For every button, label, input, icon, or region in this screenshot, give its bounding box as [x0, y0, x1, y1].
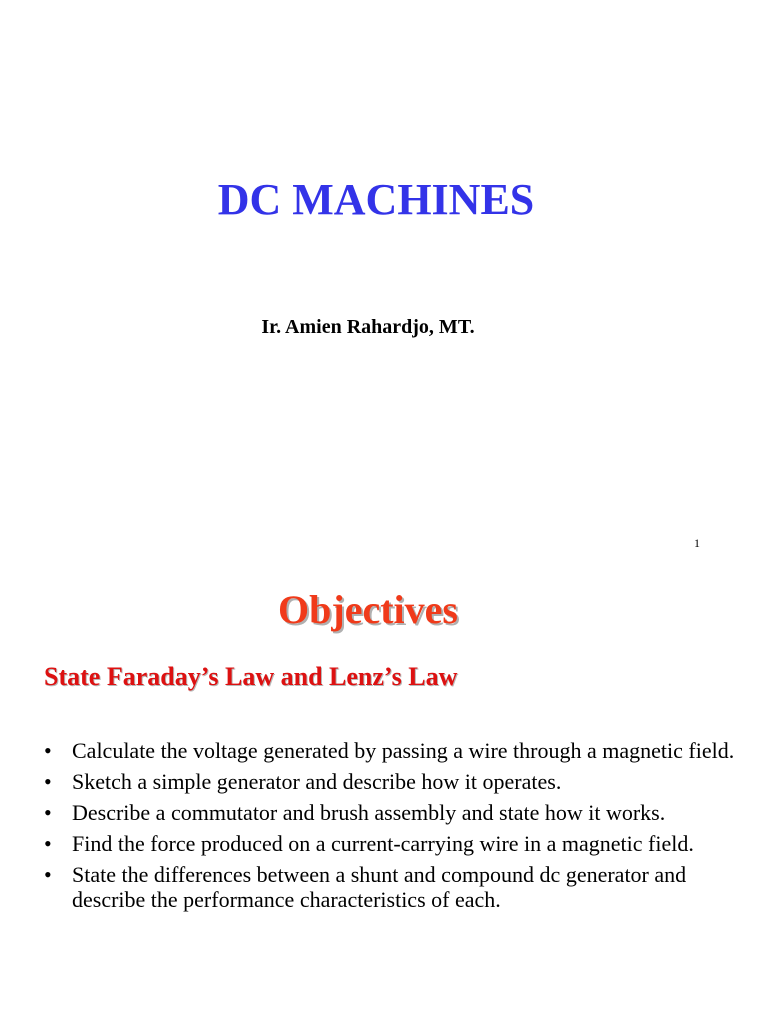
page-number: 1 [694, 536, 700, 550]
objectives-title: Objectives [278, 587, 458, 632]
list-item-text: State the differences between a shunt and compound dc generator and describe the performance characteristics of each. [72, 862, 687, 912]
list-item [44, 800, 744, 825]
bullet-icon: • [44, 800, 52, 825]
bullet-icon: • [44, 862, 52, 887]
objectives-subtitle: State Faraday’s Law and Lenz’s Law [44, 662, 458, 691]
list-item [44, 738, 744, 763]
objectives-slide [0, 572, 768, 1024]
list-item-text: Sketch a simple generator and describe how it operates. [72, 769, 562, 794]
author-name: Ir. Amien Rahardjo, MT. [261, 316, 475, 338]
objectives-list [44, 738, 744, 918]
list-item [44, 862, 744, 912]
list-item-text: Describe a commutator and brush assembly and state how it works. [72, 800, 666, 825]
list-item [44, 831, 744, 856]
list-item [44, 769, 744, 794]
bullet-icon: • [44, 831, 52, 856]
list-item-text: Find the force produced on a current-carrying wire in a magnetic field. [72, 831, 694, 856]
list-item-text: Calculate the voltage generated by passing a wire through a magnetic field. [72, 738, 735, 763]
slide-title: DC MACHINES [217, 175, 535, 224]
bullet-icon: • [44, 769, 52, 794]
bullet-icon: • [44, 738, 52, 763]
